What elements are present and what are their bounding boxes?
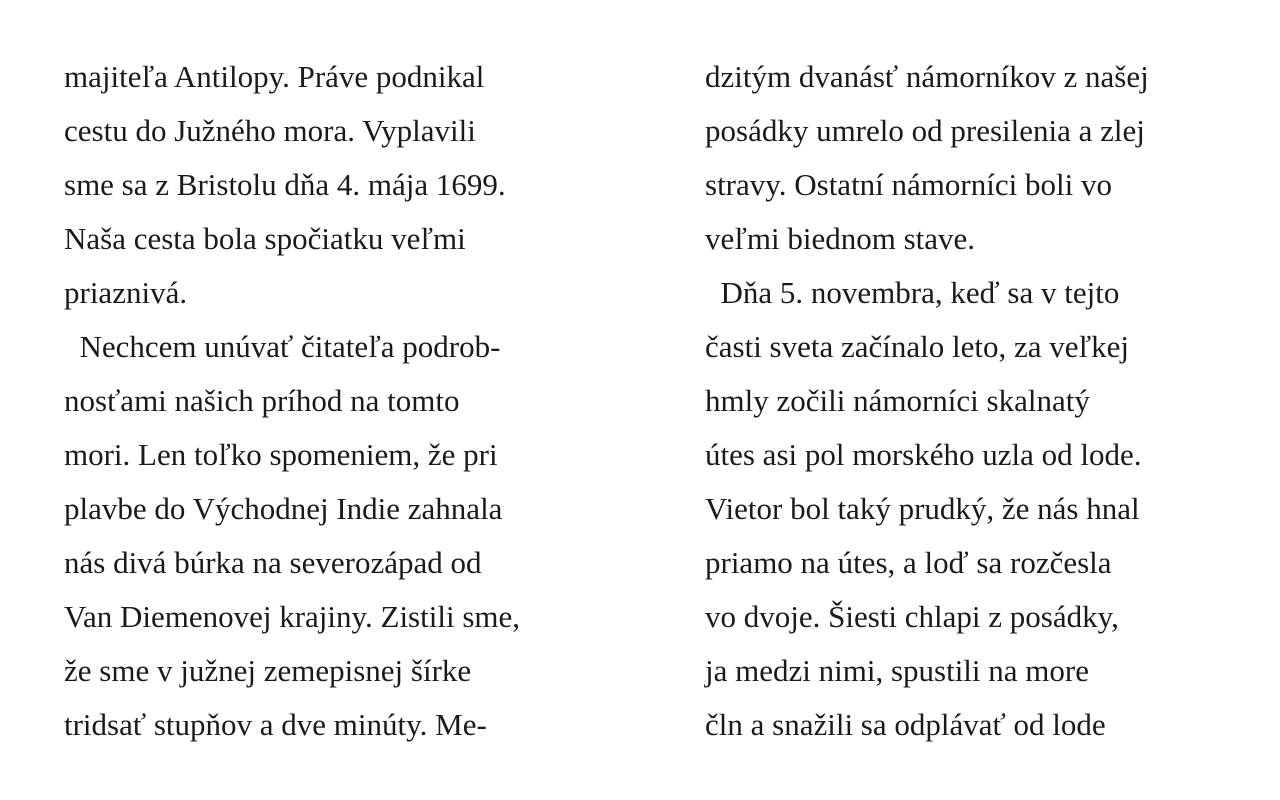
right-text-column [705, 50, 1149, 752]
text-line: plavbe do Východnej Indie zahnala [64, 491, 503, 526]
text-line: priamo na útes, a loď sa rozčesla [705, 545, 1112, 580]
text-line: hmly zočili námorníci skalnatý [705, 383, 1090, 418]
text-line: cestu do Južného mora. Vyplavili [64, 113, 476, 148]
text-line: vo dvoje. Šiesti chlapi z posádky, [705, 599, 1119, 634]
text-line: mori. Len toľko spomeniem, že pri [64, 437, 498, 472]
text-line: stravy. Ostatní námorníci boli vo [705, 167, 1112, 202]
text-line: Van Diemenovej krajiny. Zistili sme, [64, 599, 521, 634]
text-line: Vietor bol taký prudký, že nás hnal [705, 491, 1140, 526]
text-line: že sme v južnej zemepisnej šírke [64, 653, 472, 688]
text-line: sme sa z Bristolu dňa 4. mája 1699. [64, 167, 506, 202]
text-line: dzitým dvanásť námorníkov z našej [705, 59, 1149, 94]
text-line: čln a snažili sa odplávať od lode [705, 707, 1106, 742]
text-line: Dňa 5. novembra, keď sa v tejto [705, 275, 1120, 310]
text-line: útes asi pol morského uzla od lode. [705, 437, 1142, 472]
text-line: majiteľa Antilopy. Práve podnikal [64, 59, 485, 94]
text-line: tridsať stupňov a dve minúty. Me- [64, 707, 487, 742]
text-line: nás divá búrka na severozápad od [64, 545, 482, 580]
text-line: ja medzi nimi, spustili na more [705, 653, 1089, 688]
left-text-column [64, 50, 520, 752]
text-line: veľmi biednom stave. [705, 221, 976, 256]
text-line: priaznivá. [64, 275, 188, 310]
text-line: nosťami našich príhod na tomto [64, 383, 460, 418]
text-line: Nechcem unúvať čitateľa podrob- [64, 329, 501, 364]
text-line: posádky umrelo od presilenia a zlej [705, 113, 1145, 148]
text-line: časti sveta začínalo leto, za veľkej [705, 329, 1129, 364]
text-line: Naša cesta bola spočiatku veľmi [64, 221, 466, 256]
